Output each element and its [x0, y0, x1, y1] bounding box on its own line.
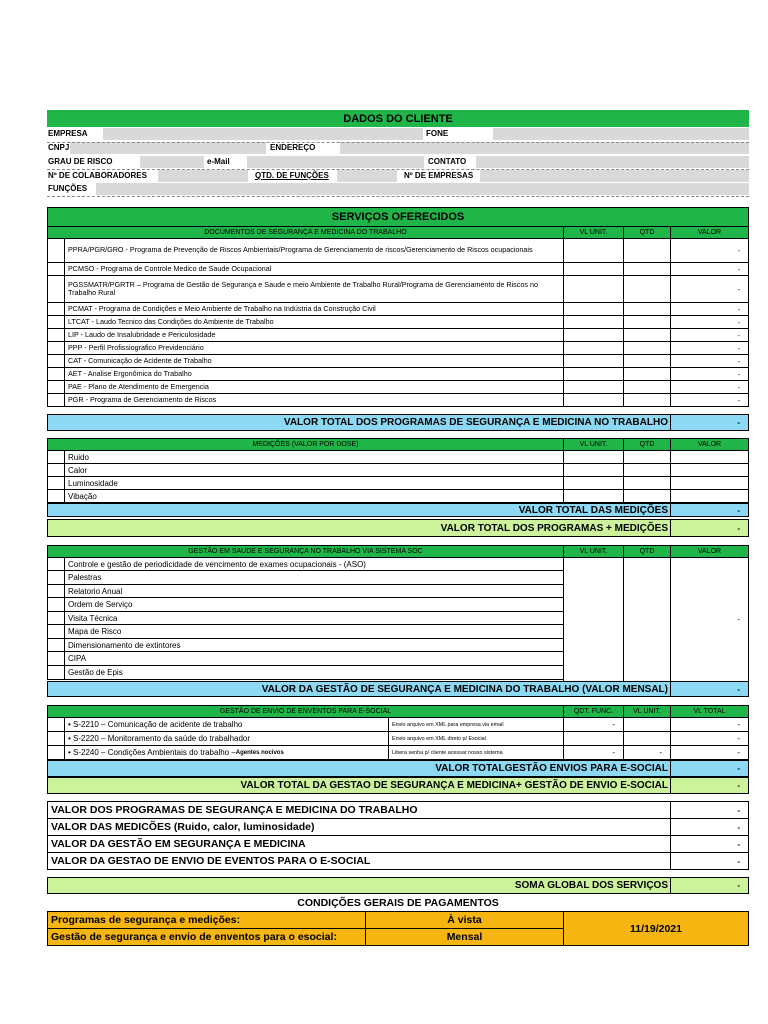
esocial-event-label — [64, 745, 389, 760]
row-checkbox[interactable] — [47, 570, 65, 585]
medicao-valor[interactable] — [670, 450, 749, 464]
pagamento-title: CONDIÇÕES GERAIS DE PAGAMENTOS — [297, 897, 499, 909]
medicao-vl-unit[interactable] — [563, 476, 624, 490]
esocial-event-text: • S-2240 – Condições Ambientais do trabalho – — [68, 748, 236, 757]
pagamento-row1-value: À vista — [365, 911, 564, 929]
label-funcoes: FUNÇÕES — [48, 184, 88, 193]
esocial-event-text: • S-2210 – Comunicação de acidente de trabalho — [68, 720, 243, 729]
servico-valor: - — [670, 275, 749, 303]
servico-valor: - — [670, 302, 749, 316]
row-checkbox[interactable] — [47, 315, 65, 329]
servico-label: PPRA/PGR/GRO - Programa de Prevenção de Riscos Ambientais/Programa de Gerenciamento de riscos/Gerenciamento de Riscos ocupacionais — [64, 238, 564, 263]
row-checkbox[interactable] — [47, 275, 65, 303]
esocial-event-note: Agentes nocivos — [235, 749, 284, 756]
colaboradores-field[interactable] — [158, 170, 248, 182]
servico-valor: - — [670, 238, 749, 263]
servico-label: PCMSO - Programa de Controle Medico de Saude Ocupacional — [64, 262, 564, 276]
divider — [47, 169, 749, 170]
gestao-item-label: Visita Técnica — [64, 611, 564, 625]
funcoes-field[interactable] — [96, 183, 749, 195]
servicos-total-label: VALOR TOTAL DOS PROGRAMAS DE SEGURANÇA E MEDICINA NO TRABALHO — [47, 414, 671, 431]
num-empresas-field[interactable] — [480, 170, 749, 182]
fone-field[interactable] — [493, 128, 749, 140]
medicoes-col-valor: VALOR — [670, 438, 749, 451]
servico-qtd[interactable] — [623, 328, 671, 342]
resumo-value: - — [670, 852, 749, 870]
row-checkbox[interactable] — [47, 489, 65, 503]
servico-vl-unit[interactable] — [563, 262, 624, 276]
servico-vl-unit[interactable] — [563, 367, 624, 381]
servico-qtd[interactable] — [623, 302, 671, 316]
row-checkbox[interactable] — [47, 745, 65, 760]
medicoes-col-qtd: QTD — [623, 438, 671, 451]
pagamento-date: 11/19/2021 — [563, 911, 749, 946]
servico-vl-unit[interactable] — [563, 328, 624, 342]
row-checkbox[interactable] — [47, 367, 65, 381]
row-checkbox[interactable] — [47, 717, 65, 732]
servicos-col-valor: VALOR — [670, 226, 749, 239]
gestao-item-label: Gestão de Epis — [64, 665, 564, 680]
servico-valor: - — [670, 393, 749, 407]
servico-qtd[interactable] — [623, 262, 671, 276]
medicao-label: Vibação — [64, 489, 564, 503]
gestao-valor-cell: - — [670, 557, 749, 682]
cliente-title: DADOS DO CLIENTE — [47, 110, 749, 127]
esocial-event-desc: Envio arquivo em XML direto p/ Esocial — [388, 731, 564, 746]
servico-vl-unit[interactable] — [563, 354, 624, 368]
medicao-qtd[interactable] — [623, 450, 671, 464]
row-checkbox[interactable] — [47, 354, 65, 368]
soma-global-label: SOMA GLOBAL DOS SERVIÇOS — [47, 877, 671, 894]
esocial-event-label — [64, 717, 389, 732]
esocial-col-title: GESTÃO DE ENVIO DE ENVENTOS PARA E-SOCIAL — [47, 705, 564, 718]
medicoes-total-label: VALOR TOTAL DAS MEDIÇÕES — [47, 503, 671, 517]
row-checkbox[interactable] — [47, 380, 65, 394]
label-num-empresas: Nº DE EMPRESAS — [404, 171, 474, 180]
label-qtd-funcoes: QTD. DE FUNÇÕES — [255, 171, 329, 180]
row-checkbox[interactable] — [47, 638, 65, 652]
grau-risco-field[interactable] — [140, 156, 204, 168]
label-grau-risco: GRAU DE RISCO — [48, 157, 113, 166]
servico-qtd[interactable] — [623, 341, 671, 355]
gestao-col-title: GESTÃO EM SAUDE E SEGURANÇA NO TRABALHO VIA SISTEMA SOC — [47, 545, 564, 558]
servico-qtd[interactable] — [623, 238, 671, 263]
resumo-label: VALOR DOS PROGRAMAS DE SEGURANÇA E MEDICINA DO TRABALHO — [47, 801, 671, 819]
servico-valor: - — [670, 328, 749, 342]
esocial-total2-value: - — [670, 777, 749, 794]
row-checkbox[interactable] — [47, 341, 65, 355]
medicao-valor[interactable] — [670, 476, 749, 490]
email-field[interactable] — [247, 156, 424, 168]
resumo-value: - — [670, 835, 749, 853]
row-checkbox[interactable] — [47, 597, 65, 612]
row-checkbox[interactable] — [47, 463, 65, 477]
servico-qtd[interactable] — [623, 380, 671, 394]
pagamento-row2-value: Mensal — [365, 928, 564, 946]
esocial-qtd[interactable]: - — [563, 745, 624, 760]
row-checkbox[interactable] — [47, 611, 65, 625]
servico-qtd[interactable] — [623, 367, 671, 381]
servicos-col-vl: VL UNIT. — [563, 226, 624, 239]
medicao-label: Calor — [64, 463, 564, 477]
servico-valor: - — [670, 380, 749, 394]
endereco-field[interactable] — [340, 142, 749, 154]
servico-label: PPP - Perfil Profissiografico Previdenciário — [64, 341, 564, 355]
esocial-total-label: VALOR TOTALGESTÃO ENVIOS PARA E-SOCIAL — [47, 760, 671, 777]
servico-qtd[interactable] — [623, 393, 671, 407]
servico-vl-unit[interactable] — [563, 302, 624, 316]
servico-vl-unit[interactable] — [563, 393, 624, 407]
medicoes-col-vl: VL UNIT. — [563, 438, 624, 451]
servico-valor: - — [670, 367, 749, 381]
label-endereco: ENDEREÇO — [270, 143, 316, 152]
esocial-col-vl: VL UNIT. — [623, 705, 671, 718]
gestao-item-label: Dimensionamento de extintores — [64, 638, 564, 652]
medicoes-total2-label: VALOR TOTAL DOS PROGRAMAS + MEDIÇÕES — [47, 519, 671, 537]
gestao-item-label: Relatorio Anual — [64, 584, 564, 598]
esocial-vl-unit[interactable] — [623, 717, 671, 732]
label-fone: FONE — [426, 129, 449, 138]
medicao-vl-unit[interactable] — [563, 489, 624, 503]
servico-vl-unit[interactable] — [563, 380, 624, 394]
medicao-valor[interactable] — [670, 489, 749, 503]
soma-global-value: - — [670, 877, 749, 894]
resumo-label: VALOR DAS MEDICÕES (Ruido, calor, luminosidade) — [47, 818, 671, 836]
medicoes-col-title: MEDIÇÕES (VALOR POR DOSE) — [47, 438, 564, 451]
medicao-qtd[interactable] — [623, 476, 671, 490]
gestao-item-label: Palestras — [64, 570, 564, 585]
medicoes-total-value: - — [670, 503, 749, 517]
esocial-total-value: - — [670, 760, 749, 777]
gestao-item-label: CIPA — [64, 651, 564, 666]
contato-field[interactable] — [476, 156, 749, 168]
medicao-qtd[interactable] — [623, 463, 671, 477]
resumo-value: - — [670, 818, 749, 836]
servicos-col-doc: DOCUMENTOS DE SEGURANÇA E MEDICINA DO TRABALHO — [47, 226, 564, 239]
pagamento-row1-label: Programas de segurança e medições: — [47, 911, 366, 929]
divider — [47, 142, 749, 143]
gestao-qtd-cell[interactable] — [623, 557, 671, 682]
servico-label: CAT - Comunicação de Acidente de Trabalho — [64, 354, 564, 368]
servicos-total-value: - — [670, 414, 749, 431]
servico-label: PAE - Plano de Atendimento de Emergencia — [64, 380, 564, 394]
pagamento-row2-label: Gestão de segurança e envio de enventos para o esocial: — [47, 928, 366, 946]
esocial-vl-total: - — [670, 745, 749, 760]
label-email: e-Mail — [207, 157, 230, 166]
servico-vl-unit[interactable] — [563, 341, 624, 355]
row-checkbox[interactable] — [47, 731, 65, 746]
esocial-col-qtd: QDT. FUNC. — [563, 705, 624, 718]
servico-vl-unit[interactable] — [563, 275, 624, 303]
medicoes-total2-value: - — [670, 519, 749, 537]
resumo-label: VALOR DA GESTAO DE ENVIO DE EVENTOS PARA O E-SOCIAL — [47, 852, 671, 870]
esocial-total2-label: VALOR TOTAL DA GESTAO DE SEGURANÇA E MEDICINA+ GESTÃO DE ENVIO E-SOCIAL — [47, 777, 671, 794]
gestao-col-qtd: QTD — [623, 545, 671, 558]
row-checkbox[interactable] — [47, 238, 65, 263]
row-checkbox[interactable] — [47, 450, 65, 464]
servico-vl-unit[interactable] — [563, 315, 624, 329]
gestao-col-vl: VL UNIT. — [563, 545, 624, 558]
esocial-vl-total: - — [670, 717, 749, 732]
row-checkbox[interactable] — [47, 665, 65, 680]
servico-label: AET - Analise Ergonômica do Trabalho — [64, 367, 564, 381]
medicao-qtd[interactable] — [623, 489, 671, 503]
divider — [47, 196, 749, 197]
row-checkbox[interactable] — [47, 393, 65, 407]
servico-valor: - — [670, 354, 749, 368]
medicao-label: Luminosidade — [64, 476, 564, 490]
servico-label: PGR - Programa de Gerenciamento de Riscos — [64, 393, 564, 407]
resumo-value: - — [670, 801, 749, 819]
servico-label: LIP - Laudo de Insalubridade e Periculosidade — [64, 328, 564, 342]
servico-label: PGSSMATR/PGRTR – Programa de Gestão de Segurança e Saude e meio Ambiente de Trabalho Rural/Programa de Gerenciamento de Riscos no Trabalho Rural — [64, 275, 564, 303]
empresa-field[interactable] — [103, 128, 423, 140]
esocial-event-label — [64, 731, 389, 746]
esocial-event-desc: Libera senha p/ cliente acessar nosso sistema — [388, 745, 564, 760]
row-checkbox[interactable] — [47, 651, 65, 666]
gestao-item-label: Mapa de Risco — [64, 624, 564, 639]
medicao-label: Ruido — [64, 450, 564, 464]
gestao-item-label: Controle e gestão de periodicidade de vencimento de exames ocupacionais - (ASO) — [64, 557, 564, 571]
medicao-vl-unit[interactable] — [563, 463, 624, 477]
servico-label: LTCAT - Laudo Tecnico das Condições do Ambiente de Trabalho — [64, 315, 564, 329]
label-empresa: EMPRESA — [48, 129, 88, 138]
medicao-vl-unit[interactable] — [563, 450, 624, 464]
servico-valor: - — [670, 262, 749, 276]
row-checkbox[interactable] — [47, 476, 65, 490]
servico-qtd[interactable] — [623, 275, 671, 303]
esocial-qtd[interactable] — [563, 731, 624, 746]
label-colaboradores: Nº DE COLABORADORES — [48, 171, 147, 180]
esocial-col-total: VL TOTAL — [670, 705, 749, 718]
servico-valor: - — [670, 315, 749, 329]
qtd-funcoes-field[interactable] — [337, 170, 397, 182]
gestao-col-valor: VALOR — [670, 545, 749, 558]
label-cnpj: CNPJ — [48, 143, 70, 152]
servico-qtd[interactable] — [623, 354, 671, 368]
row-checkbox[interactable] — [47, 302, 65, 316]
label-contato: CONTATO — [428, 157, 467, 166]
servico-label: PCMAT - Programa de Condições e Meio Ambiente de Trabalho na Indústria da Construção Civil — [64, 302, 564, 316]
esocial-vl-unit[interactable]: - — [623, 745, 671, 760]
row-checkbox[interactable] — [47, 262, 65, 276]
medicao-valor[interactable] — [670, 463, 749, 477]
servico-valor: - — [670, 341, 749, 355]
esocial-event-desc: Envio arquivo em XML para empresa via email — [388, 717, 564, 732]
cnpj-field[interactable] — [70, 142, 266, 154]
gestao-total-value: - — [670, 681, 749, 697]
esocial-event-text: • S-2220 – Monitoramento da saúde do trabalhador — [68, 734, 251, 743]
gestao-total-label: VALOR DA GESTÃO DE SEGURANÇA E MEDICINA DO TRABALHO (VALOR MENSAL) — [47, 681, 671, 697]
row-checkbox[interactable] — [47, 557, 65, 571]
row-checkbox[interactable] — [47, 584, 65, 598]
esocial-vl-total: - — [670, 731, 749, 746]
servico-qtd[interactable] — [623, 315, 671, 329]
gestao-item-label: Ordem de Serviço — [64, 597, 564, 612]
row-checkbox[interactable] — [47, 624, 65, 639]
servicos-title: SERVIÇOS OFERECIDOS — [47, 207, 749, 227]
esocial-vl-unit[interactable] — [623, 731, 671, 746]
servico-vl-unit[interactable] — [563, 238, 624, 263]
servicos-col-qtd: QTD — [623, 226, 671, 239]
gestao-vl-cell[interactable] — [563, 557, 624, 682]
resumo-label: VALOR DA GESTÃO EM SEGURANÇA E MEDICINA — [47, 835, 671, 853]
esocial-qtd[interactable]: - — [563, 717, 624, 732]
row-checkbox[interactable] — [47, 328, 65, 342]
